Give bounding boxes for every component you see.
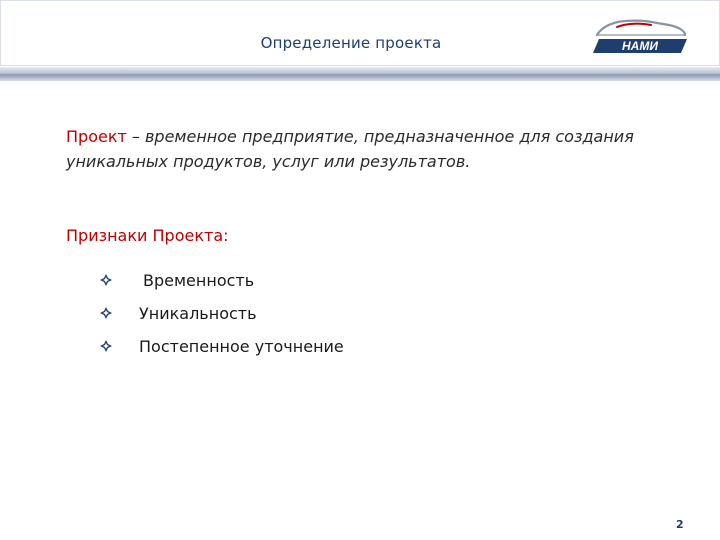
list-item: [99, 335, 344, 357]
list-item: [99, 302, 257, 324]
features-heading: Признаки Проекта:: [66, 226, 229, 245]
list-item-label: Временность: [143, 270, 255, 290]
diamond-bullet-icon: [99, 306, 113, 320]
slide-header: [0, 0, 720, 66]
nami-logo: [591, 13, 689, 59]
definition-text: – временное предприятие, предназначенное для создания уникальных продуктов, услуг или результатов.: [66, 127, 634, 171]
list-item: [99, 269, 254, 291]
slide-title: Определение проекта: [260, 34, 442, 52]
list-item-label: Постепенное уточнение: [139, 336, 344, 356]
diamond-bullet-icon: [99, 339, 113, 353]
page-number: 2: [676, 518, 684, 531]
list-item-label: Уникальность: [139, 303, 257, 323]
header-divider-bar: [0, 67, 720, 81]
definition-term: Проект: [66, 127, 127, 146]
car-silhouette-icon: [597, 21, 685, 35]
logo-text: НАМИ: [622, 39, 658, 53]
diamond-bullet-icon: [99, 273, 113, 287]
project-definition: [66, 124, 686, 174]
